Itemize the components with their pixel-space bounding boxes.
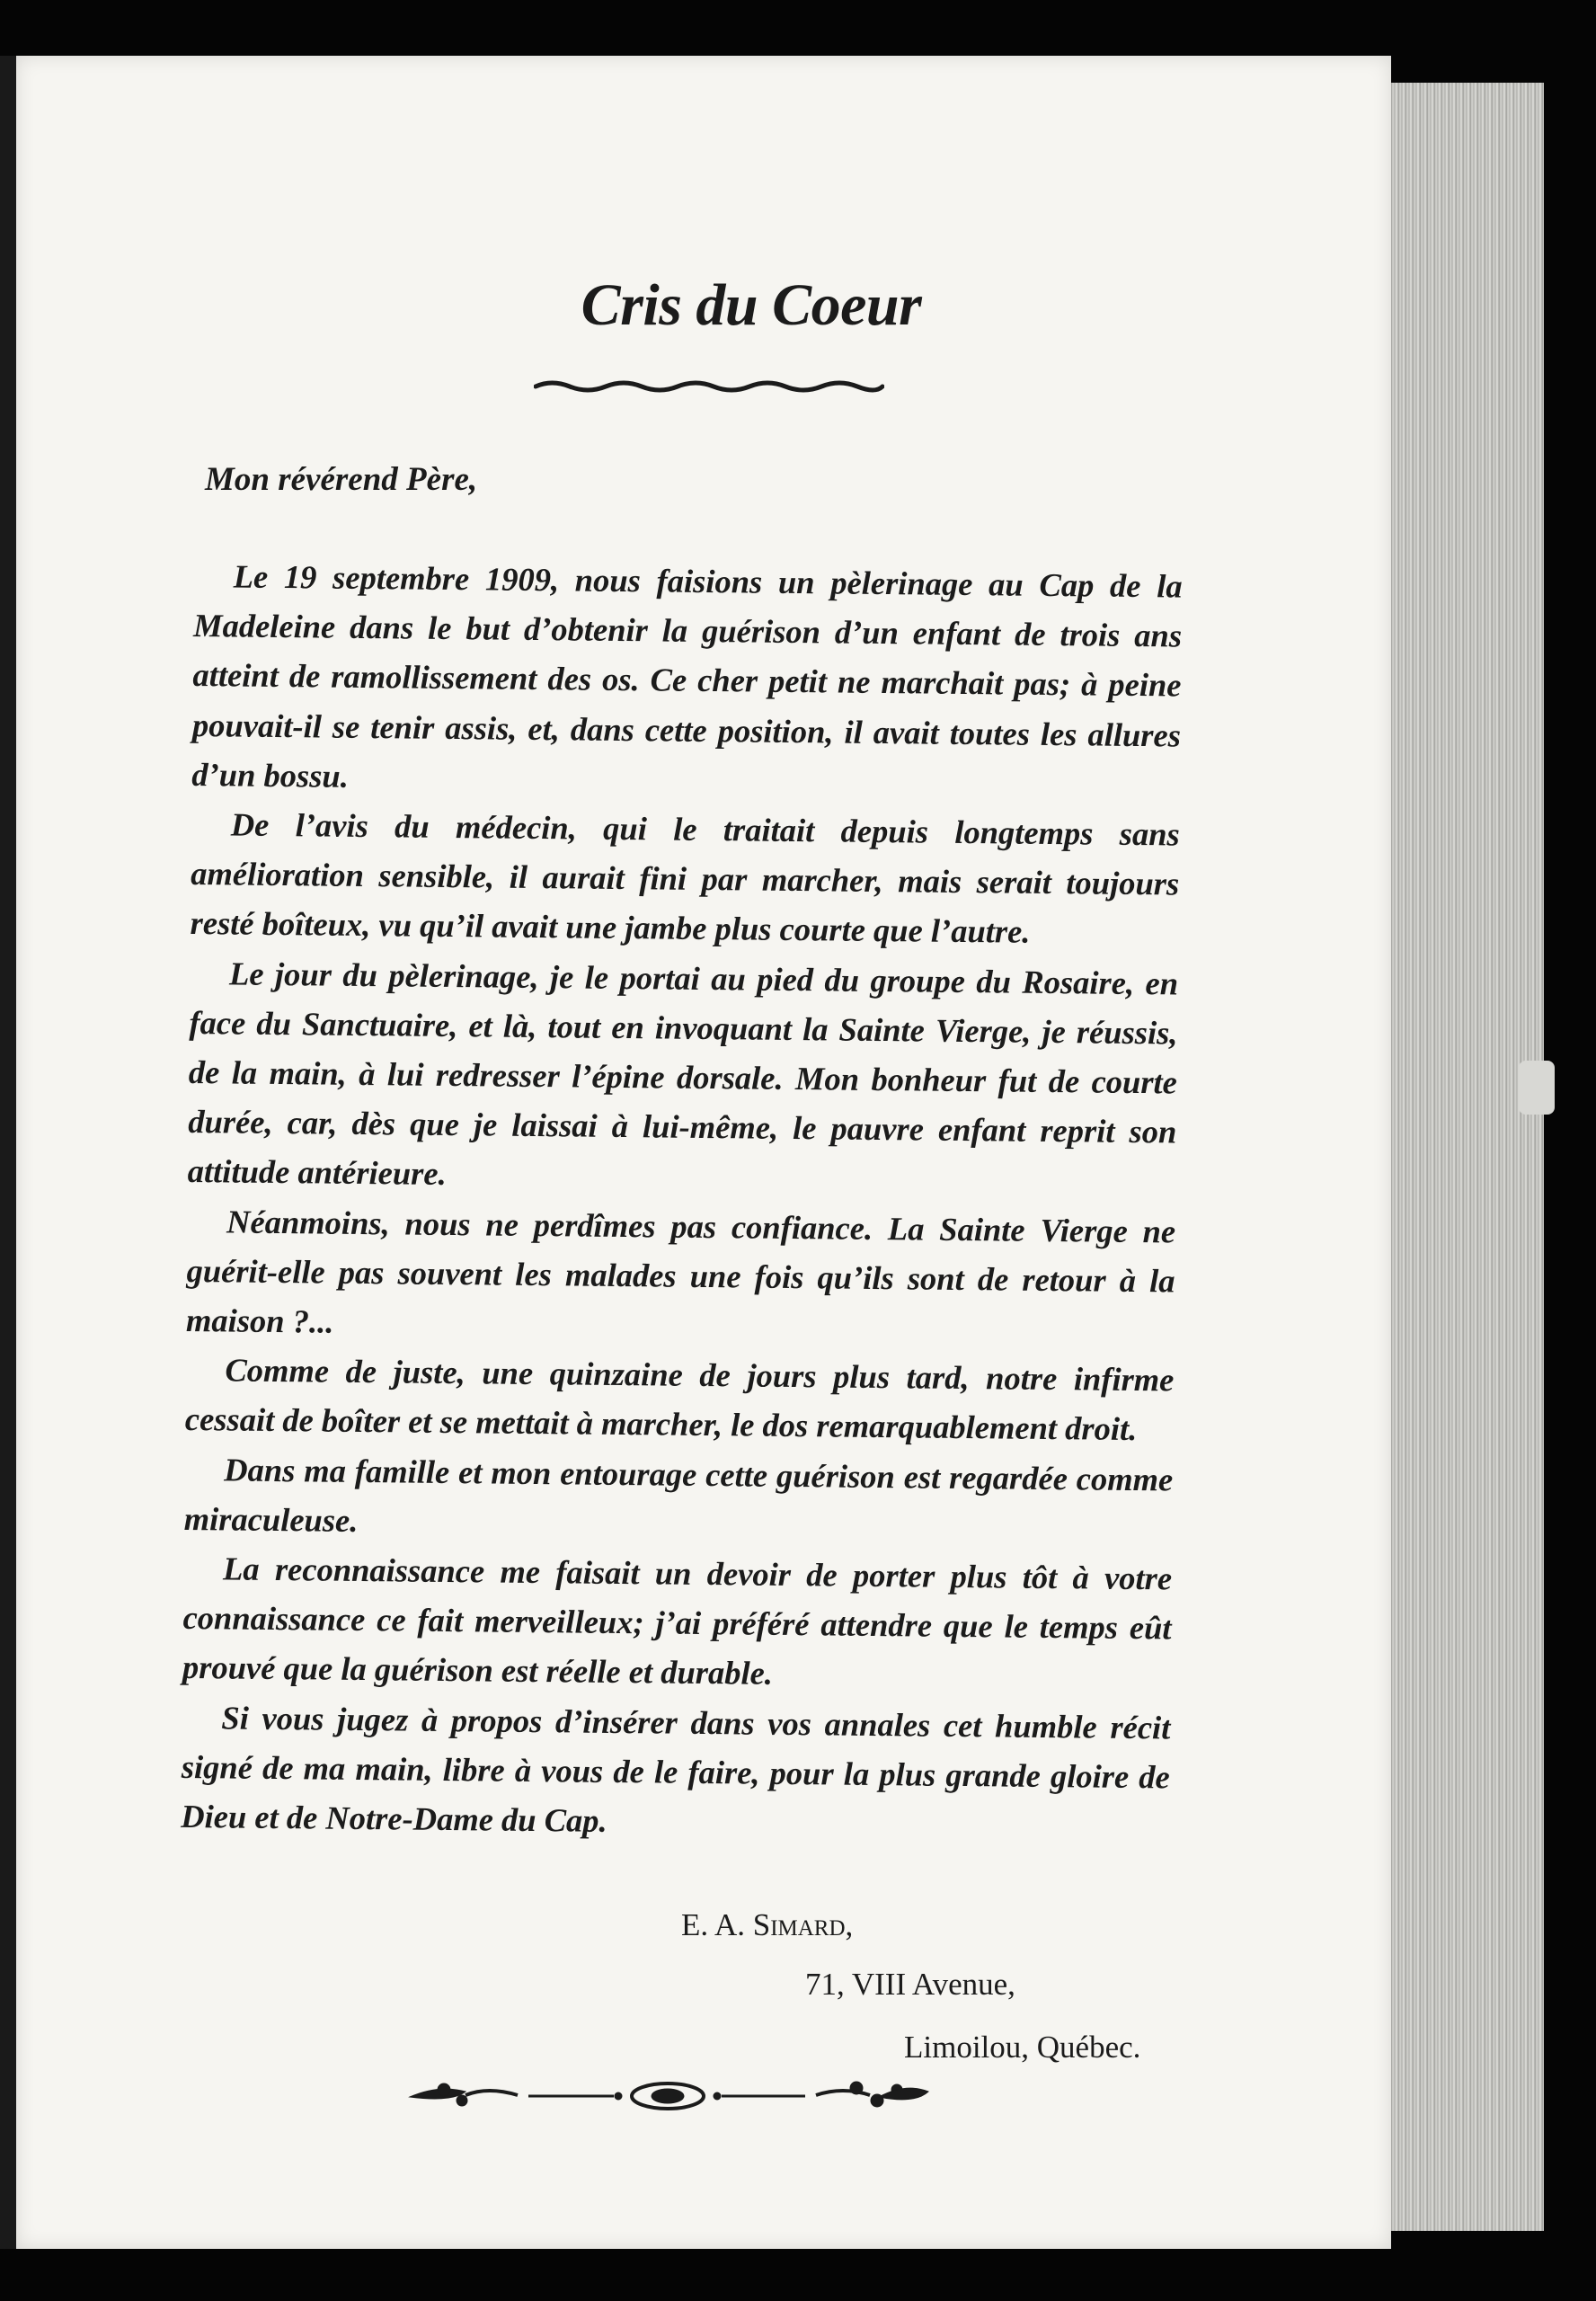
paragraph-2: De l’avis du médecin, qui le traitait depuis longtemps sans amélioration sensible, il aurait fini par marcher, mais serait toujours resté boîteux, vu qu’il avait une jambe plus courte que l’autre.	[190, 805, 1180, 951]
letter-body	[181, 551, 1183, 1852]
book-page	[16, 56, 1391, 2249]
article	[181, 271, 1183, 1841]
floral-ornament	[403, 2074, 933, 2119]
article-title: Cris du Coeur	[581, 272, 922, 338]
paragraph-8: Si vous jugez à propos d’insérer dans vos annales cet humble récit signé de ma main, libre à vous de le faire, pour la plus grande gloire de Dieu et de Notre-Dame du Cap.	[181, 1699, 1171, 1839]
signature-name: E. A. Simard,	[681, 1907, 854, 1942]
page-tab	[1519, 1061, 1555, 1115]
signature-street: 71, VIII Avenue,	[805, 1967, 1015, 2002]
paragraph-6: Dans ma famille et mon entourage cette guérison est regardée comme miraculeuse.	[183, 1451, 1174, 1539]
paragraph-3: Le jour du pèlerinage, je le portai au pied du groupe du Rosaire, en face du Sanctuaire, et là, tout en invoquant la Sainte Vierge, je réussis, de la main, à lui redresser l’épine dorsale. Mon bonheur fut de courte durée, car, dès que je laissai à lui-même, le pauvre enfant reprit son attitude antérieure.	[187, 955, 1179, 1193]
page-edges	[1391, 83, 1544, 2231]
signature-city: Limoilou, Québec.	[904, 2030, 1141, 2065]
title-wavy-rule	[534, 376, 884, 397]
paragraph-1: Le 19 septembre 1909, nous faisions un pèlerinage au Cap de la Madeleine dans le but d’obtenir la guérison d’un enfant de trois ans atteint de ramollissement des os. Ce cher petit ne marchait pas; à peine pouvait-il se tenir assis, et, dans cette position, il avait toutes les allures d’un bossu.	[191, 557, 1183, 795]
paragraph-7: La reconnaissance me faisait un devoir de porter plus tôt à votre connaissance ce fait merveilleux; j’ai préféré attendre que le temps eût prouvé que la guérison est réelle et durable.	[182, 1550, 1173, 1692]
salutation: Mon révérend Père,	[205, 461, 478, 498]
paragraph-5: Comme de juste, une quinzaine de jours plus tard, notre infirme cessait de boîter et se mettait à marcher, le dos remarquablement droit.	[184, 1351, 1175, 1448]
paragraph-4: Néanmoins, nous ne perdîmes pas confiance. La Sainte Vierge ne guérit-elle pas souvent les malades une fois qu’ils sont de retour à la maison ?...	[185, 1203, 1176, 1340]
